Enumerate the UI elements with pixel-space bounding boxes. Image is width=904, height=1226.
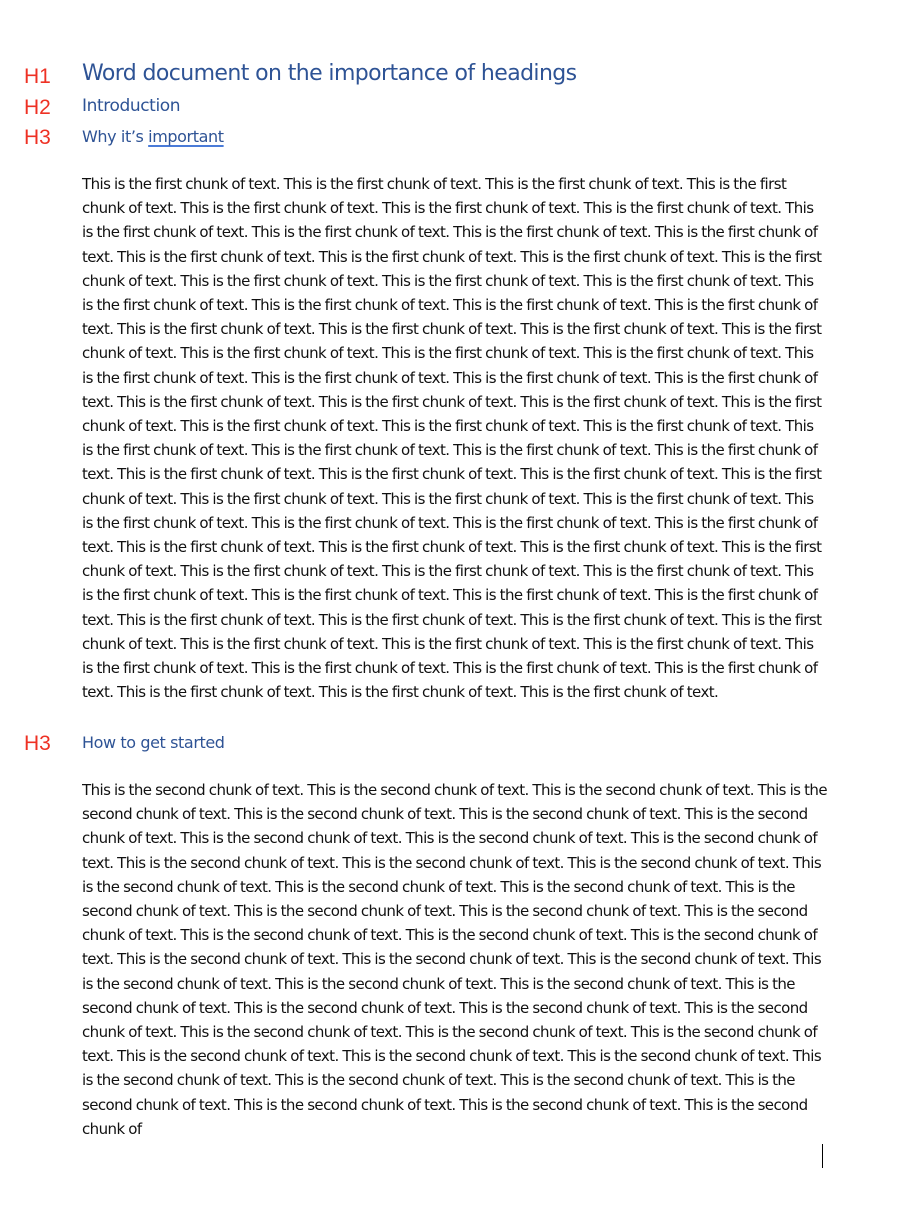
document-title-heading[interactable]: Word document on the importance of headings [82,61,577,86]
h3-level-marker-second: H3 [24,732,51,755]
why-important-heading[interactable] [82,127,224,146]
h1-level-marker: H1 [24,65,51,88]
spell-flagged-word[interactable]: important [148,127,224,146]
introduction-heading[interactable]: Introduction [82,96,181,116]
h3-level-marker-first: H3 [24,126,51,149]
h2-level-marker: H2 [24,96,51,119]
get-started-heading[interactable]: How to get started [82,733,225,752]
second-body-paragraph[interactable]: This is the second chunk of text. This is the second chunk of text. This is the second chunk of text. This is the second chunk of text. This is the second chunk of text. This is the second chunk of text. This is the second chunk of text. This is the second chunk of text. This is the second chunk of text. This is the second chunk of text. This is the second chunk of text. This is the second chunk of text. This is the second chunk of text. This is the second chunk of text. This is the second chunk of text. This is the second chunk of text. This is the second chunk of text. This is the second chunk of text. This is the second chunk of text. This is the second chunk of text. This is the second chunk of text. This is the second chunk of text. This is the second chunk of text. This is the second chunk of text. This is the second chunk of text. This is the second chunk of text. This is the second chunk of text. This is the second chunk of text. This is the second chunk of text. This is the second chunk of text. This is the second chunk of text. This is the second chunk of text. This is the second chunk of text. This is the second chunk of text. This is the second chunk of text. This is the second chunk of text. This is the second chunk of text. This is the second chunk of text. This is the second chunk of text. This is the second chunk of text. This is the second chunk of text. This is the second chunk of text. This is the second chunk of text. This is the second chunk of text. This is the second chunk of text. This is the second chunk of [82,781,827,1138]
text-insertion-cursor [822,1144,823,1168]
why-important-heading-text: Why it’s [82,127,149,146]
first-body-paragraph[interactable]: This is the first chunk of text. This is the first chunk of text. This is the first chunk of text. This is the first chunk of text. This is the first chunk of text. This is the first chunk of text. This is the first chunk of text. This is the first chunk of text. This is the first chunk of text. This is the first chunk of text. This is the first chunk of text. This is the first chunk of text. This is the first chunk of text. This is the first chunk of text. This is the first chunk of text. This is the first chunk of text. This is the first chunk of text. This is the first chunk of text. This is the first chunk of text. This is the first chunk of text. This is the first chunk of text. This is the first chunk of text. This is the first chunk of text. This is the first chunk of text. This is the first chunk of text. This is the first chunk of text. This is the first chunk of text. This is the first chunk of text. This is the first chunk of text. This is the first chunk of text. This is the first chunk of text. This is the first chunk of text. This is the first chunk of text. This is the first chunk of text. This is the first chunk of text. This is the first chunk of text. This is the first chunk of text. This is the first chunk of text. This is the first chunk of text. This is the first chunk of text. This is the first chunk of text. This is the first chunk of text. This is the first chunk of text. This is the first chunk of text. This is the first chunk of text. This is the first chunk of text. This is the first chunk of text. This is the first chunk of text. This is the first chunk of text. This is the first chunk of text. This is the first chunk of text. This is the first chunk of text. This is the first chunk of text. This is the first chunk of text. This is the first chunk of text. This is the first chunk of text. This is the first chunk of text. This is the first chunk of text. This is the first chunk of text. This is the first chunk of text. This is the first chunk of text. This is the first chunk of text. This is the first chunk of text. This is the first chunk of text. This is the first chunk of text. This is the first chunk of text. This is the first chunk of text. This is the first chunk of text. This is the first chunk of text. This is the first chunk of text. This is the first chunk of text. This is the first chunk of text. This is the first chunk of text. This is the first chunk of text. This is the first chunk of text. This is the first chunk of text. This is the first chunk of text. This is the first chunk of text. This is the first chunk of text. This is the first chunk of text. [82,175,822,702]
